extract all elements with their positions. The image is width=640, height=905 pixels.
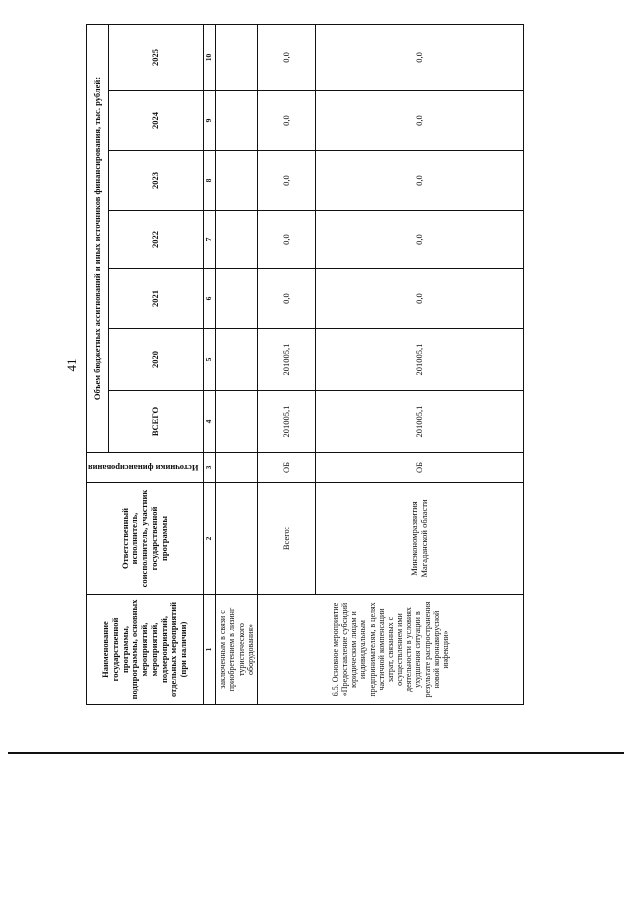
rotated-table-block <box>58 25 523 705</box>
row-source <box>216 453 258 483</box>
header-year-2020: 2020 <box>109 329 204 391</box>
header-year-2024: 2024 <box>109 91 204 151</box>
row-source: ОБ <box>258 453 316 483</box>
row-value: 201005,1 <box>258 391 316 453</box>
col-num-7: 7 <box>204 211 216 269</box>
header-executor: Ответственный исполнитель, соисполнитель, участник государственной программы <box>87 483 204 595</box>
row-name: заключенным в связи с приобретением в лизинг туристического оборудования» <box>216 595 258 705</box>
row-value: 0,0 <box>258 91 316 151</box>
row-value: 0,0 <box>316 91 524 151</box>
row-value <box>216 211 258 269</box>
row-value <box>216 329 258 391</box>
col-num-4: 4 <box>204 391 216 453</box>
column-number-row <box>204 24 216 704</box>
row-value <box>216 151 258 211</box>
row-value: 0,0 <box>316 269 524 329</box>
header-year-total: ВСЕГО <box>109 391 204 453</box>
row-value: 0,0 <box>316 211 524 269</box>
page-number: 41 <box>64 358 79 372</box>
row-value: 0,0 <box>316 24 524 90</box>
row-executor: Минэкономразвития Магаданской области <box>316 483 524 595</box>
row-value: 0,0 <box>258 151 316 211</box>
header-year-2021: 2021 <box>109 269 204 329</box>
row-value: 0,0 <box>316 151 524 211</box>
row-value: 0,0 <box>258 24 316 90</box>
header-name: Наименование государственной программы, подпрограммы, основных мероприятий, мероприятий, подмероприятий, отдельных мероприятий (при наличии) <box>87 595 204 705</box>
row-value <box>216 269 258 329</box>
header-year-2022: 2022 <box>109 211 204 269</box>
horizontal-divider <box>8 752 624 754</box>
row-value <box>216 391 258 453</box>
row-value: 201005,1 <box>258 329 316 391</box>
col-num-6: 6 <box>204 269 216 329</box>
col-num-2: 2 <box>204 483 216 595</box>
header-year-2023: 2023 <box>109 151 204 211</box>
col-num-9: 9 <box>204 91 216 151</box>
row-value: 0,0 <box>258 269 316 329</box>
col-num-3: 3 <box>204 453 216 483</box>
row-value: 201005,1 <box>316 391 524 453</box>
header-source-text: Источники финансирования <box>88 463 199 474</box>
row-name: 6.5. Основное мероприятие «Предоставление субсидий юридическим лицам и индивидуальным предпринимателям, в целях частичной компенсации затрат, связанных с осуществлением ими деятельности в условиях ухудшения ситуации в результате распространения новой коронавирусной инфекции» <box>258 595 524 705</box>
row-value <box>216 91 258 151</box>
header-source <box>87 453 204 483</box>
col-num-8: 8 <box>204 151 216 211</box>
header-volume: Объем бюджетных ассигнований и иных источников финансирования, тыс. рублей: <box>87 24 109 452</box>
col-num-5: 5 <box>204 329 216 391</box>
col-num-10: 10 <box>204 24 216 90</box>
table-row <box>216 24 258 704</box>
row-source: ОБ <box>316 453 524 483</box>
col-num-1: 1 <box>204 595 216 705</box>
financing-table <box>86 24 524 705</box>
row-executor <box>216 483 258 595</box>
row-value: 0,0 <box>258 211 316 269</box>
row-value <box>216 24 258 90</box>
table-row <box>258 24 316 704</box>
row-value: 201005,1 <box>316 329 524 391</box>
row-executor: Всего: <box>258 483 316 595</box>
header-year-2025: 2025 <box>109 24 204 90</box>
